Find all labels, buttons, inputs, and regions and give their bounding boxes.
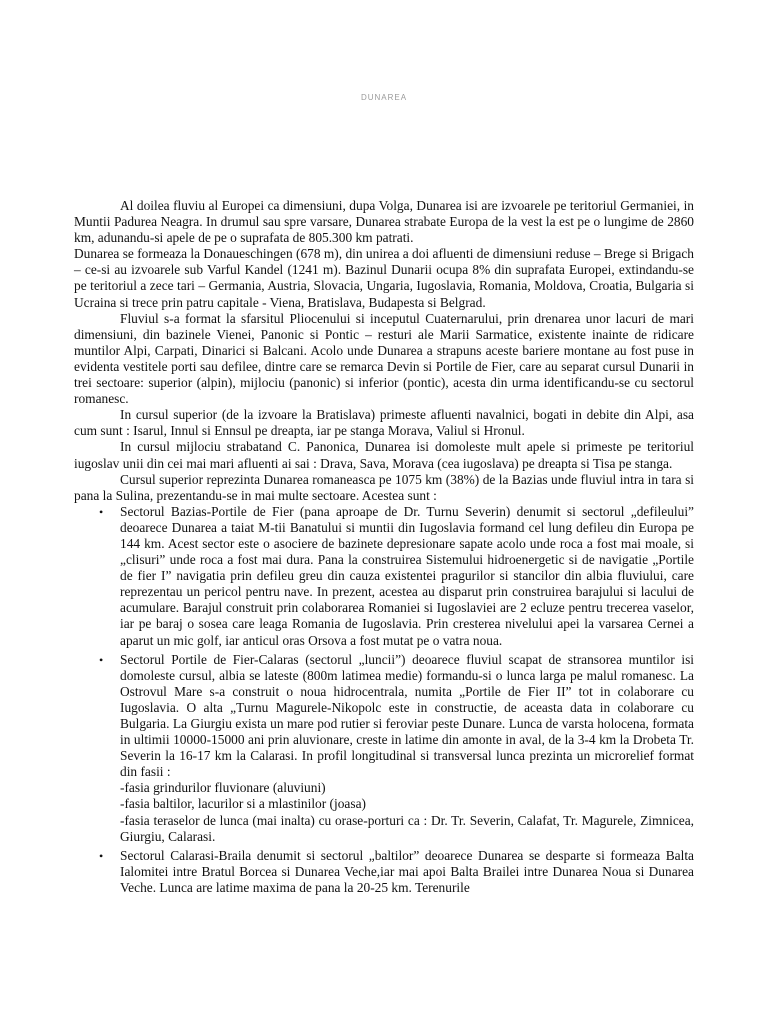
paragraph-formation: Fluviul s-a format la sfarsitul Pliocenului si inceputul Cuaternarului, prin drenarea unor lacuri de mari dimensiuni, din bazinele Vienei, Panonic si Pontic – resturi ale Marii Sarmatice, existente inainte de ridicare muntilor Alpi, Carpati, Dinarici si Balcani. Acolo unde Dunarea a strapuns aceste bariere montane au fost puse in evidenta vestitele porti sau defilee, dintre care se remarca Devin si Portile de Fier, care au separat cursul Dunarii in trei sectoare: superior (alpin), mijlociu (panonic) si inferior (pontic), acesta din urma identificandu-se cu sectorul romanesc. [74, 310, 694, 407]
paragraph-intro: Al doilea fluviu al Europei ca dimensiuni, dupa Volga, Dunarea isi are izvoarele pe teritoriul Germaniei, in Muntii Padurea Neagra. In drumul sau spre varsare, Dunarea strabate Europa de la vest la est pe o lungime de 2860 km, adunandu-si apele de pe o suprafata de 805.300 km patrati. [74, 198, 694, 246]
bullet-icon: • [99, 848, 104, 863]
sub-item-grinduri: -fasia grindurilor fluvionare (aluviuni) [120, 780, 326, 796]
document-body [74, 198, 694, 899]
bullet-icon: • [99, 504, 104, 519]
paragraph-romanian-course: Cursul superior reprezinta Dunarea romaneasca pe 1075 km (38%) de la Bazias unde fluviul intra in tara si pana la Sulina, prezentandu-se in mai multe sectoare. Acestea sunt : [74, 471, 694, 503]
sector-list [74, 504, 694, 896]
bullet-icon: • [99, 652, 104, 667]
paragraph-source: Dunarea se formeaza la Donaueschingen (678 m), din unirea a doi afluenti de dimensiuni reduse – Brege si Brigach – ce-si au izvoarele sub Varful Kandel (1241 m). Bazinul Dunarii ocupa 8% din suprafata Europei, extindandu-se pe teritoriul a zece tari – Germania, Austria, Slovacia, Ungaria, Iugoslavia, Romania, Moldova, Croatia, Bulgaria si Ucraina si trece prin patru capitale - Viena, Bratislava, Budapesta si Belgrad. [74, 246, 694, 310]
sector-text: Sectorul Bazias-Portile de Fier (pana aproape de Dr. Turnu Severin) denumit si sectorul „defileului” deoarece Dunarea a taiat M-tii Banatului si muntii din Iugoslavia formand cel lung defileu din Europa pe 144 km. Acest sector este o asociere de bazinete depresionare sapate acolo unde roca a fost mai moale, si „clisuri” unde roca a fost mai dura. Pana la construirea Sistemului hidroenergetic si de navigatie „Portile de fier I” navigatia prin defileu greu din cauza existentei pragurilor si stancilor din albia fluviului, care reprezentau un pericol pentru nave. In prezent, acestea au disparut prin construirea barajului si lacului de acumulare. Barajul construit prin colaborarea Romaniei si Iugoslaviei are 2 ecluze pentru trecerea vaselor, iar pe baraj o sosea care leaga Romania de Iugoslavia. Prin cresterea nivelului apei la varsarea Cernei a aparut un mic golf, iar anticul oras Orsova a fost mutat pe o vatra noua. [120, 503, 694, 648]
sector-text: Sectorul Calarasi-Braila denumit si sectorul „baltilor” deoarece Dunarea se desparte si formeaza Balta Ialomitei intre Bratul Borcea si Dunarea Veche,iar mai apoi Balta Brailei intre Dunarea Noua si Dunarea Veche. Lunca are latime maxima de pana la 20-25 km. Terenurile [120, 847, 694, 895]
list-item-sector-lunca [74, 652, 694, 845]
sub-item-terase: -fasia teraselor de lunca (mai inalta) cu orase-porturi ca : Dr. Tr. Severin, Calafat, Tr. Magurele, Zimnicea, Giurgiu, Calarasi. [120, 812, 694, 844]
running-header: DUNAREA [360, 93, 408, 102]
list-item-sector-defileu [74, 504, 694, 649]
paragraph-upper-course: In cursul superior (de la izvoare la Bratislava) primeste afluenti navalnici, bogati in debite din Alpi, asa cum sunt : Isarul, Innul si Ennsul pe dreapta, iar pe stanga Morava, Valiul si Hronul. [74, 407, 694, 439]
sector-text: Sectorul Portile de Fier-Calaras (sectorul „luncii”) deoarece fluviul scapat de stransorea muntilor isi domoleste cursul, albia se lateste (800m latimea medie) formandu-si o lunca larga pe malul romanesc. La Ostrovul Mare s-a construit o noua hidrocentrala, numita „Portile de Fier II” tot in colaborare cu Iugoslavia. O alta „Turnu Magurele-Nikopolc este in constructie, de aceasta data in colaborare cu Bulgaria. La Giurgiu exista un mare pod rutier si feroviar peste Dunare. Lunca de varsta holocena, formata in ultimii 10000-15000 ani prin aluvionare, creste in latime din amonte in aval, de la 3-4 km la Drobeta Tr. Severin la 16-17 km la Calarasi. In profil longitudinal si transversal lunca prezinta un microrelief format din fasii : [120, 651, 694, 780]
paragraph-middle-course: In cursul mijlociu strabatand C. Panonica, Dunarea isi domoleste mult apele si primeste pe teritoriul iugoslav unii din cei mai mari afluenti ai sai : Drava, Sava, Morava (cea iugoslava) pe dreapta si Tisa pe stanga. [74, 439, 694, 471]
list-item-sector-balti [74, 848, 694, 896]
sub-item-balti: -fasia baltilor, lacurilor si a mlastinilor (joasa) [120, 796, 366, 812]
